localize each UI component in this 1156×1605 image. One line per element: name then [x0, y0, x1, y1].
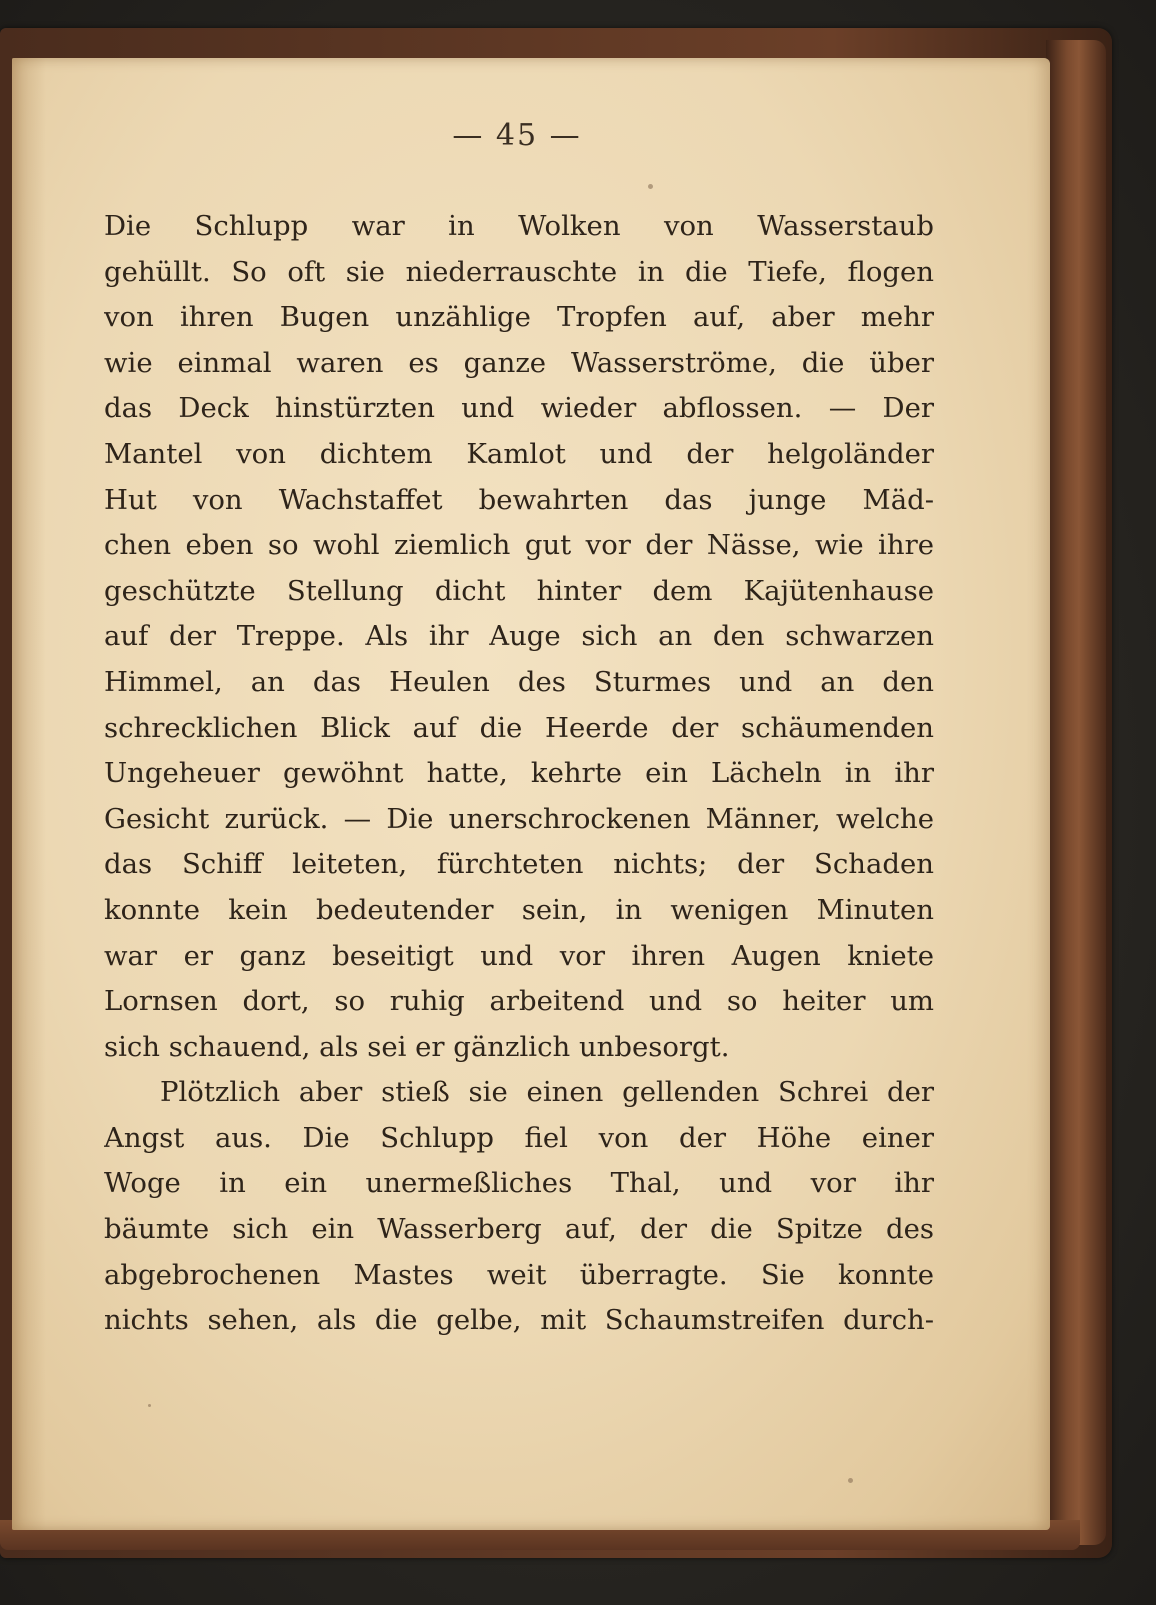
text-line: chen eben so wohl ziemlich gut vor der Nässe, wie ihre — [104, 529, 934, 562]
page-number: — 45 — — [452, 118, 582, 153]
text-line: geschützte Stellung dicht hinter dem Kajütenhause — [104, 574, 934, 607]
text-line: Lornsen dort, so ruhig arbeitend und so heiter um — [104, 985, 934, 1018]
paper-speck — [848, 1478, 853, 1483]
text-line: das Schiff leiteten, fürchteten nichts; der Schaden — [104, 848, 934, 881]
page-gutter-shade — [12, 58, 46, 1530]
text-line: Die Schlupp war in Wolken von Wasserstaub — [104, 210, 934, 242]
text-line: auf der Treppe. Als ihr Auge sich an den schwarzen — [104, 620, 934, 653]
text-line: schrecklichen Blick auf die Heerde der schäumenden — [104, 711, 934, 744]
text-line: Himmel, an das Heulen des Sturmes und an den — [104, 665, 934, 698]
text-line: bäumte sich ein Wasserberg auf, der die Spitze des — [104, 1213, 934, 1246]
text-line: abgebrochenen Mastes weit überragte. Sie konnte — [104, 1258, 934, 1291]
paper-speck — [148, 1404, 151, 1407]
text-line: gehüllt. So oft sie niederrauschte in die Tiefe, flogen — [104, 255, 934, 288]
text-line: Ungeheuer gewöhnt hatte, kehrte ein Lächeln in ihr — [104, 757, 934, 790]
text-line: das Deck hinstürzten und wieder abflossen. — Der — [104, 392, 934, 425]
text-line: Gesicht zurück. — Die unerschrockenen Männer, welche — [104, 802, 934, 835]
cover-edge-right — [1046, 40, 1106, 1545]
text-line: von ihren Bugen unzählige Tropfen auf, aber mehr — [104, 301, 934, 334]
book-page — [12, 58, 1050, 1530]
paper-speck — [648, 184, 653, 189]
page-text — [104, 204, 934, 1344]
text-line: Angst aus. Die Schlupp fiel von der Höhe einer — [104, 1121, 934, 1154]
text-line: Woge in ein unermeßliches Thal, und vor ihr — [104, 1167, 934, 1200]
text-line: wie einmal waren es ganze Wasserströme, die über — [104, 346, 934, 379]
text-line: sich schauend, als sei er gänzlich unbesorgt. — [104, 1030, 730, 1063]
text-line: nichts sehen, als die gelbe, mit Schaumstreifen durch- — [104, 1304, 934, 1337]
text-line: konnte kein bedeutender sein, in wenigen Minuten — [104, 893, 934, 926]
text-line: Mantel von dichtem Kamlot und der helgoländer — [104, 437, 934, 470]
text-line-paragraph-start: Plötzlich aber stieß sie einen gellenden Schrei der — [160, 1076, 934, 1109]
text-line: war er ganz beseitigt und vor ihren Augen kniete — [104, 939, 934, 972]
text-line: Hut von Wachstaffet bewahrten das junge Mäd- — [104, 483, 934, 516]
